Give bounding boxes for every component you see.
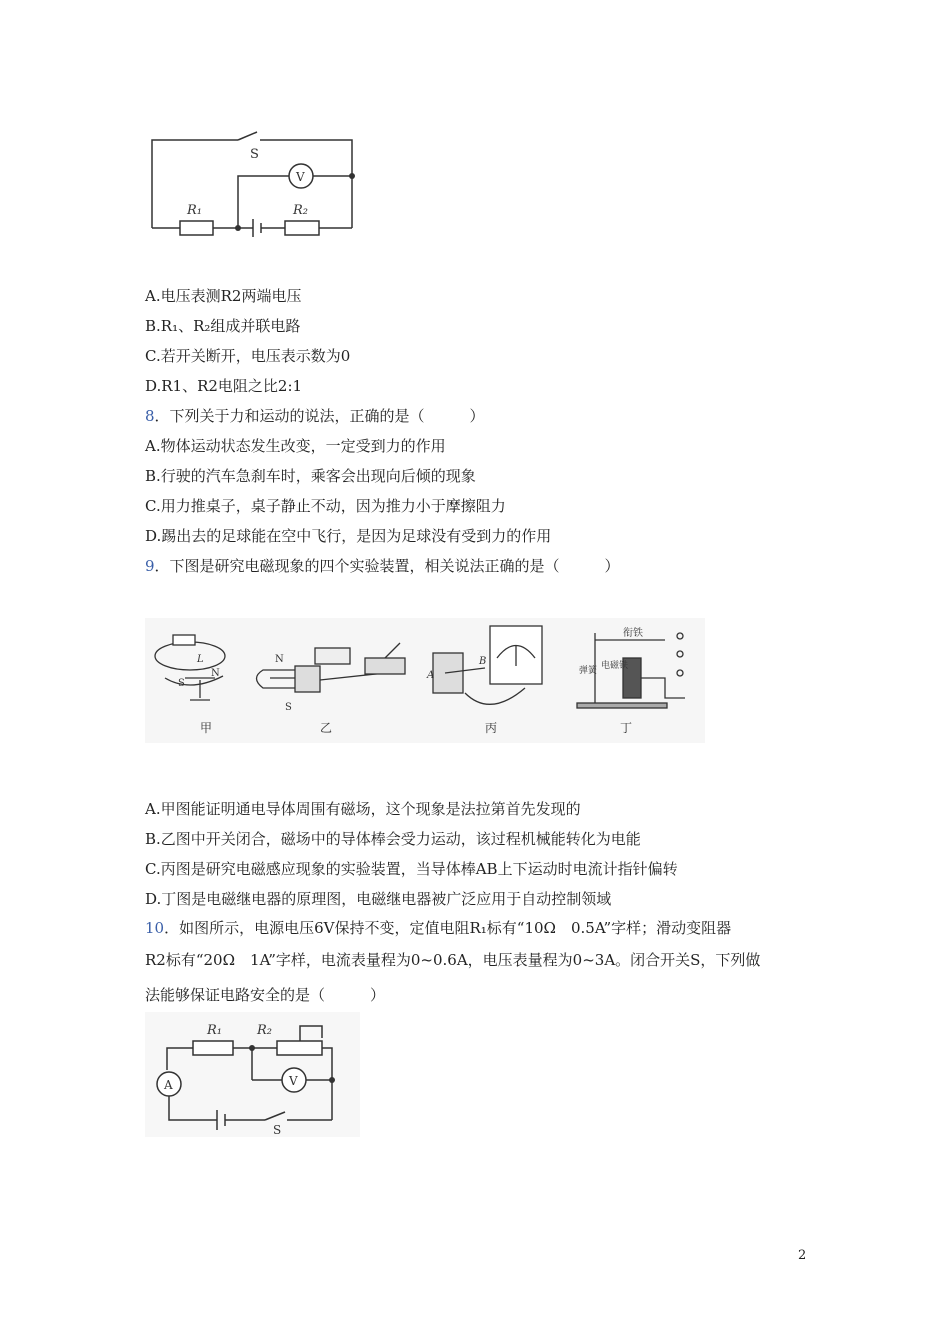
caption-bing: 丙 [485, 721, 498, 735]
q10-number: 10 [145, 919, 165, 937]
fig-jia-s: S [178, 678, 185, 689]
q9-stem-text: ．下图是研究电磁现象的四个实验装置，相关说法正确的是（ ） [154, 557, 620, 575]
q8-option-d: D.踢出去的足球能在空中飞行，是因为足球没有受到力的作用 [145, 527, 552, 545]
q8-option-b: B.行驶的汽车急刹车时，乘客会出现向后倾的现象 [145, 467, 476, 485]
q7-option-a: A.电压表测R2两端电压 [145, 287, 302, 305]
q8-option-c: C.用力推桌子，桌子静止不动，因为推力小于摩擦阻力 [145, 497, 506, 515]
circuit-figure-q7 [145, 128, 360, 243]
page-number: 2 [798, 1248, 807, 1263]
voltmeter-label: V [296, 170, 305, 184]
q10-r2-label: R₂ [257, 1023, 272, 1038]
q10-ammeter-label: A [164, 1078, 173, 1092]
q9-option-d: D.丁图是电磁继电器的原理图，电磁继电器被广泛应用于自动控制领域 [145, 890, 612, 908]
fig-ding-armature: 衔铁 [623, 628, 643, 639]
q10-voltmeter-label: V [289, 1074, 298, 1088]
q8-option-a: A.物体运动状态发生改变，一定受到力的作用 [145, 437, 446, 455]
q7-option-b: B.R₁、R₂组成并联电路 [145, 317, 301, 335]
q10-r1-label: R₁ [207, 1023, 222, 1038]
q7-option-d: D.R1、R2电阻之比2:1 [145, 377, 303, 395]
switch-label: S [250, 147, 259, 162]
fig-ding-spring: 弹簧 [579, 666, 598, 676]
q10-switch-label: S [273, 1123, 282, 1137]
q9-option-c: C.丙图是研究电磁感应现象的实验装置，当导体棒AB上下运动时电流计指针偏转 [145, 860, 678, 878]
q7-option-c: C.若开关断开，电压表示数为0 [145, 347, 351, 365]
q10-stem-line2: R2标有“20Ω 1A”字样，电流表量程为0~0.6A，电压表量程为0~3A。闭合开关S，下列做 [145, 951, 761, 969]
fig-bing-b: B [479, 656, 487, 667]
electromagnetism-figure [145, 618, 705, 743]
q9-option-b: B.乙图中开关闭合，磁场中的导体棒会受力运动，该过程机械能转化为电能 [145, 830, 641, 848]
q9-number: 9 [145, 557, 155, 575]
fig-bing-a: A [427, 670, 435, 681]
fig-yi-s: S [285, 702, 292, 713]
q9-stem [145, 556, 620, 576]
caption-jia: 甲 [200, 721, 213, 735]
circuit-figure-q10 [145, 1012, 360, 1137]
r2-label: R₂ [293, 203, 308, 218]
caption-yi: 乙 [320, 721, 333, 735]
caption-ding: 丁 [620, 721, 633, 735]
r1-label: R₁ [187, 203, 202, 218]
q8-number: 8 [145, 407, 155, 425]
fig-jia-l: L [197, 654, 204, 665]
q10-stem-line1 [145, 918, 731, 938]
q10-stem-line3: 法能够保证电路安全的是（ ） [145, 986, 386, 1004]
q9-option-a: A.甲图能证明通电导体周围有磁场，这个现象是法拉第首先发现的 [145, 800, 581, 818]
q8-stem [145, 406, 485, 426]
fig-jia-n: N [211, 668, 220, 679]
q8-stem-text: ．下列关于力和运动的说法，正确的是（ ） [154, 407, 485, 425]
fig-yi-n: N [275, 654, 284, 665]
q10-stem-text-1: ．如图所示，电源电压6V保持不变，定值电阻R₁标有“10Ω 0.5A”字样；滑动变阻器 [164, 919, 732, 937]
fig-ding-electromagnet: 电磁铁 [601, 661, 629, 671]
